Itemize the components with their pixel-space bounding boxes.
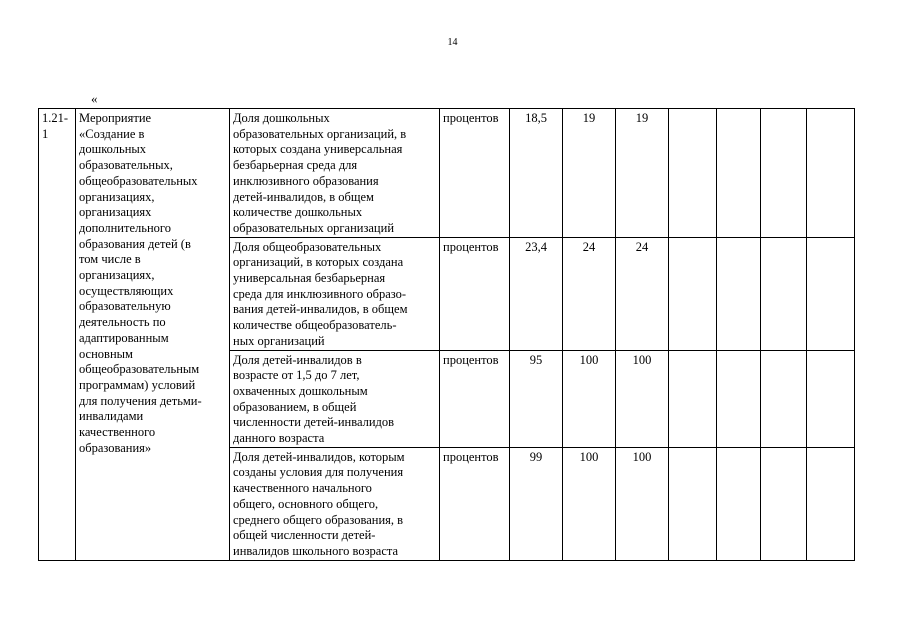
indicator-line: детей-инвалидов, в общем <box>233 189 374 204</box>
empty-cell <box>717 237 761 350</box>
unit-cell: процентов <box>440 237 510 350</box>
indicator-line: среда для инклюзивного образо- <box>233 286 407 301</box>
event-name-cell <box>76 109 230 561</box>
unit-cell: процентов <box>440 109 510 238</box>
indicator-line: образовательных организаций <box>233 220 395 235</box>
event-line: инвалидами <box>79 409 144 424</box>
event-line: общеобразовательным <box>79 362 200 377</box>
empty-cell <box>807 447 855 560</box>
indicator-line: образовательных организаций, в <box>233 126 407 141</box>
empty-cell <box>761 447 807 560</box>
indicator-line: численности детей-инвалидов <box>233 415 395 430</box>
event-line: «Создание в <box>79 126 145 141</box>
unit-cell: процентов <box>440 447 510 560</box>
page-number: 14 <box>447 37 458 48</box>
event-line: качественного <box>79 425 156 440</box>
indicator-line: общей численности детей- <box>233 528 376 543</box>
event-line: организациях, <box>79 189 155 204</box>
indicator-line: качественного начального <box>233 481 372 496</box>
value-cell: 23,4 <box>510 237 563 350</box>
empty-cell <box>669 237 717 350</box>
event-line: дополнительного <box>79 220 171 235</box>
empty-cell <box>807 237 855 350</box>
indicator-line: количестве дошкольных <box>233 205 363 220</box>
unit-cell: процентов <box>440 350 510 447</box>
value-cell: 100 <box>563 447 616 560</box>
empty-cell <box>761 109 807 238</box>
indicator-line: количестве общеобразователь- <box>233 318 397 333</box>
indicator-line: ных организаций <box>233 333 325 348</box>
event-line: программам) условий <box>79 377 196 392</box>
empty-cell <box>761 237 807 350</box>
event-line: дошкольных <box>79 142 147 157</box>
value-cell: 100 <box>616 447 669 560</box>
empty-cell <box>669 109 717 238</box>
event-line: осуществляющих <box>79 283 174 298</box>
indicator-line: созданы условия для получения <box>233 465 404 480</box>
event-line: организациях <box>79 205 152 220</box>
opening-quote-mark: « <box>91 91 98 106</box>
indicator-line: охваченных дошкольным <box>233 383 368 398</box>
empty-cell <box>761 350 807 447</box>
indicator-line: данного возраста <box>233 431 325 446</box>
value-cell: 19 <box>616 109 669 238</box>
empty-cell <box>717 447 761 560</box>
empty-cell <box>717 109 761 238</box>
row-code-cell: 1.21-1 <box>39 109 76 561</box>
event-line: общеобразовательных <box>79 173 198 188</box>
table-row <box>39 109 855 238</box>
indicator-line: универсальная безбарьерная <box>233 271 386 286</box>
event-line: образования детей (в <box>79 236 191 251</box>
empty-cell <box>807 109 855 238</box>
value-cell: 24 <box>616 237 669 350</box>
value-cell: 18,5 <box>510 109 563 238</box>
event-line: Мероприятие <box>79 111 152 125</box>
indicator-line: Доля детей-инвалидов, которым <box>233 449 405 464</box>
value-cell: 100 <box>563 350 616 447</box>
empty-cell <box>669 350 717 447</box>
indicator-name-cell <box>230 447 440 560</box>
value-cell: 19 <box>563 109 616 238</box>
indicator-line: среднего общего образования, в <box>233 512 404 527</box>
event-line: адаптированным <box>79 330 169 345</box>
event-line: образовательную <box>79 299 171 314</box>
value-cell: 99 <box>510 447 563 560</box>
empty-cell <box>669 447 717 560</box>
indicator-line: безбарьерная среда для <box>233 158 358 173</box>
value-cell: 24 <box>563 237 616 350</box>
indicator-name-cell <box>230 109 440 238</box>
empty-cell <box>717 350 761 447</box>
event-line: деятельность по <box>79 315 166 330</box>
indicator-line: возрасте от 1,5 до 7 лет, <box>233 368 360 383</box>
indicator-line: организаций, в которых создана <box>233 255 404 270</box>
event-line: образовательных, <box>79 158 173 173</box>
indicator-line: вания детей-инвалидов, в общем <box>233 302 408 317</box>
event-line: организациях, <box>79 268 155 283</box>
indicator-line: Доля дошкольных <box>233 111 330 125</box>
value-cell: 95 <box>510 350 563 447</box>
event-line: образования» <box>79 440 152 455</box>
event-line: для получения детьми- <box>79 393 202 408</box>
value-cell: 100 <box>616 350 669 447</box>
event-line: том числе в <box>79 252 141 267</box>
indicator-line: общего, основного общего, <box>233 496 379 511</box>
indicator-line: образованием, в общей <box>233 399 357 414</box>
event-line: основным <box>79 346 133 361</box>
indicator-line: инклюзивного образования <box>233 173 379 188</box>
indicator-name-cell <box>230 237 440 350</box>
empty-cell <box>807 350 855 447</box>
indicators-table <box>38 108 855 561</box>
indicator-line: Доля детей-инвалидов в <box>233 352 362 367</box>
indicator-name-cell <box>230 350 440 447</box>
indicator-line: которых создана универсальная <box>233 142 403 157</box>
indicator-line: инвалидов школьного возраста <box>233 543 399 558</box>
indicator-line: Доля общеобразовательных <box>233 239 382 254</box>
